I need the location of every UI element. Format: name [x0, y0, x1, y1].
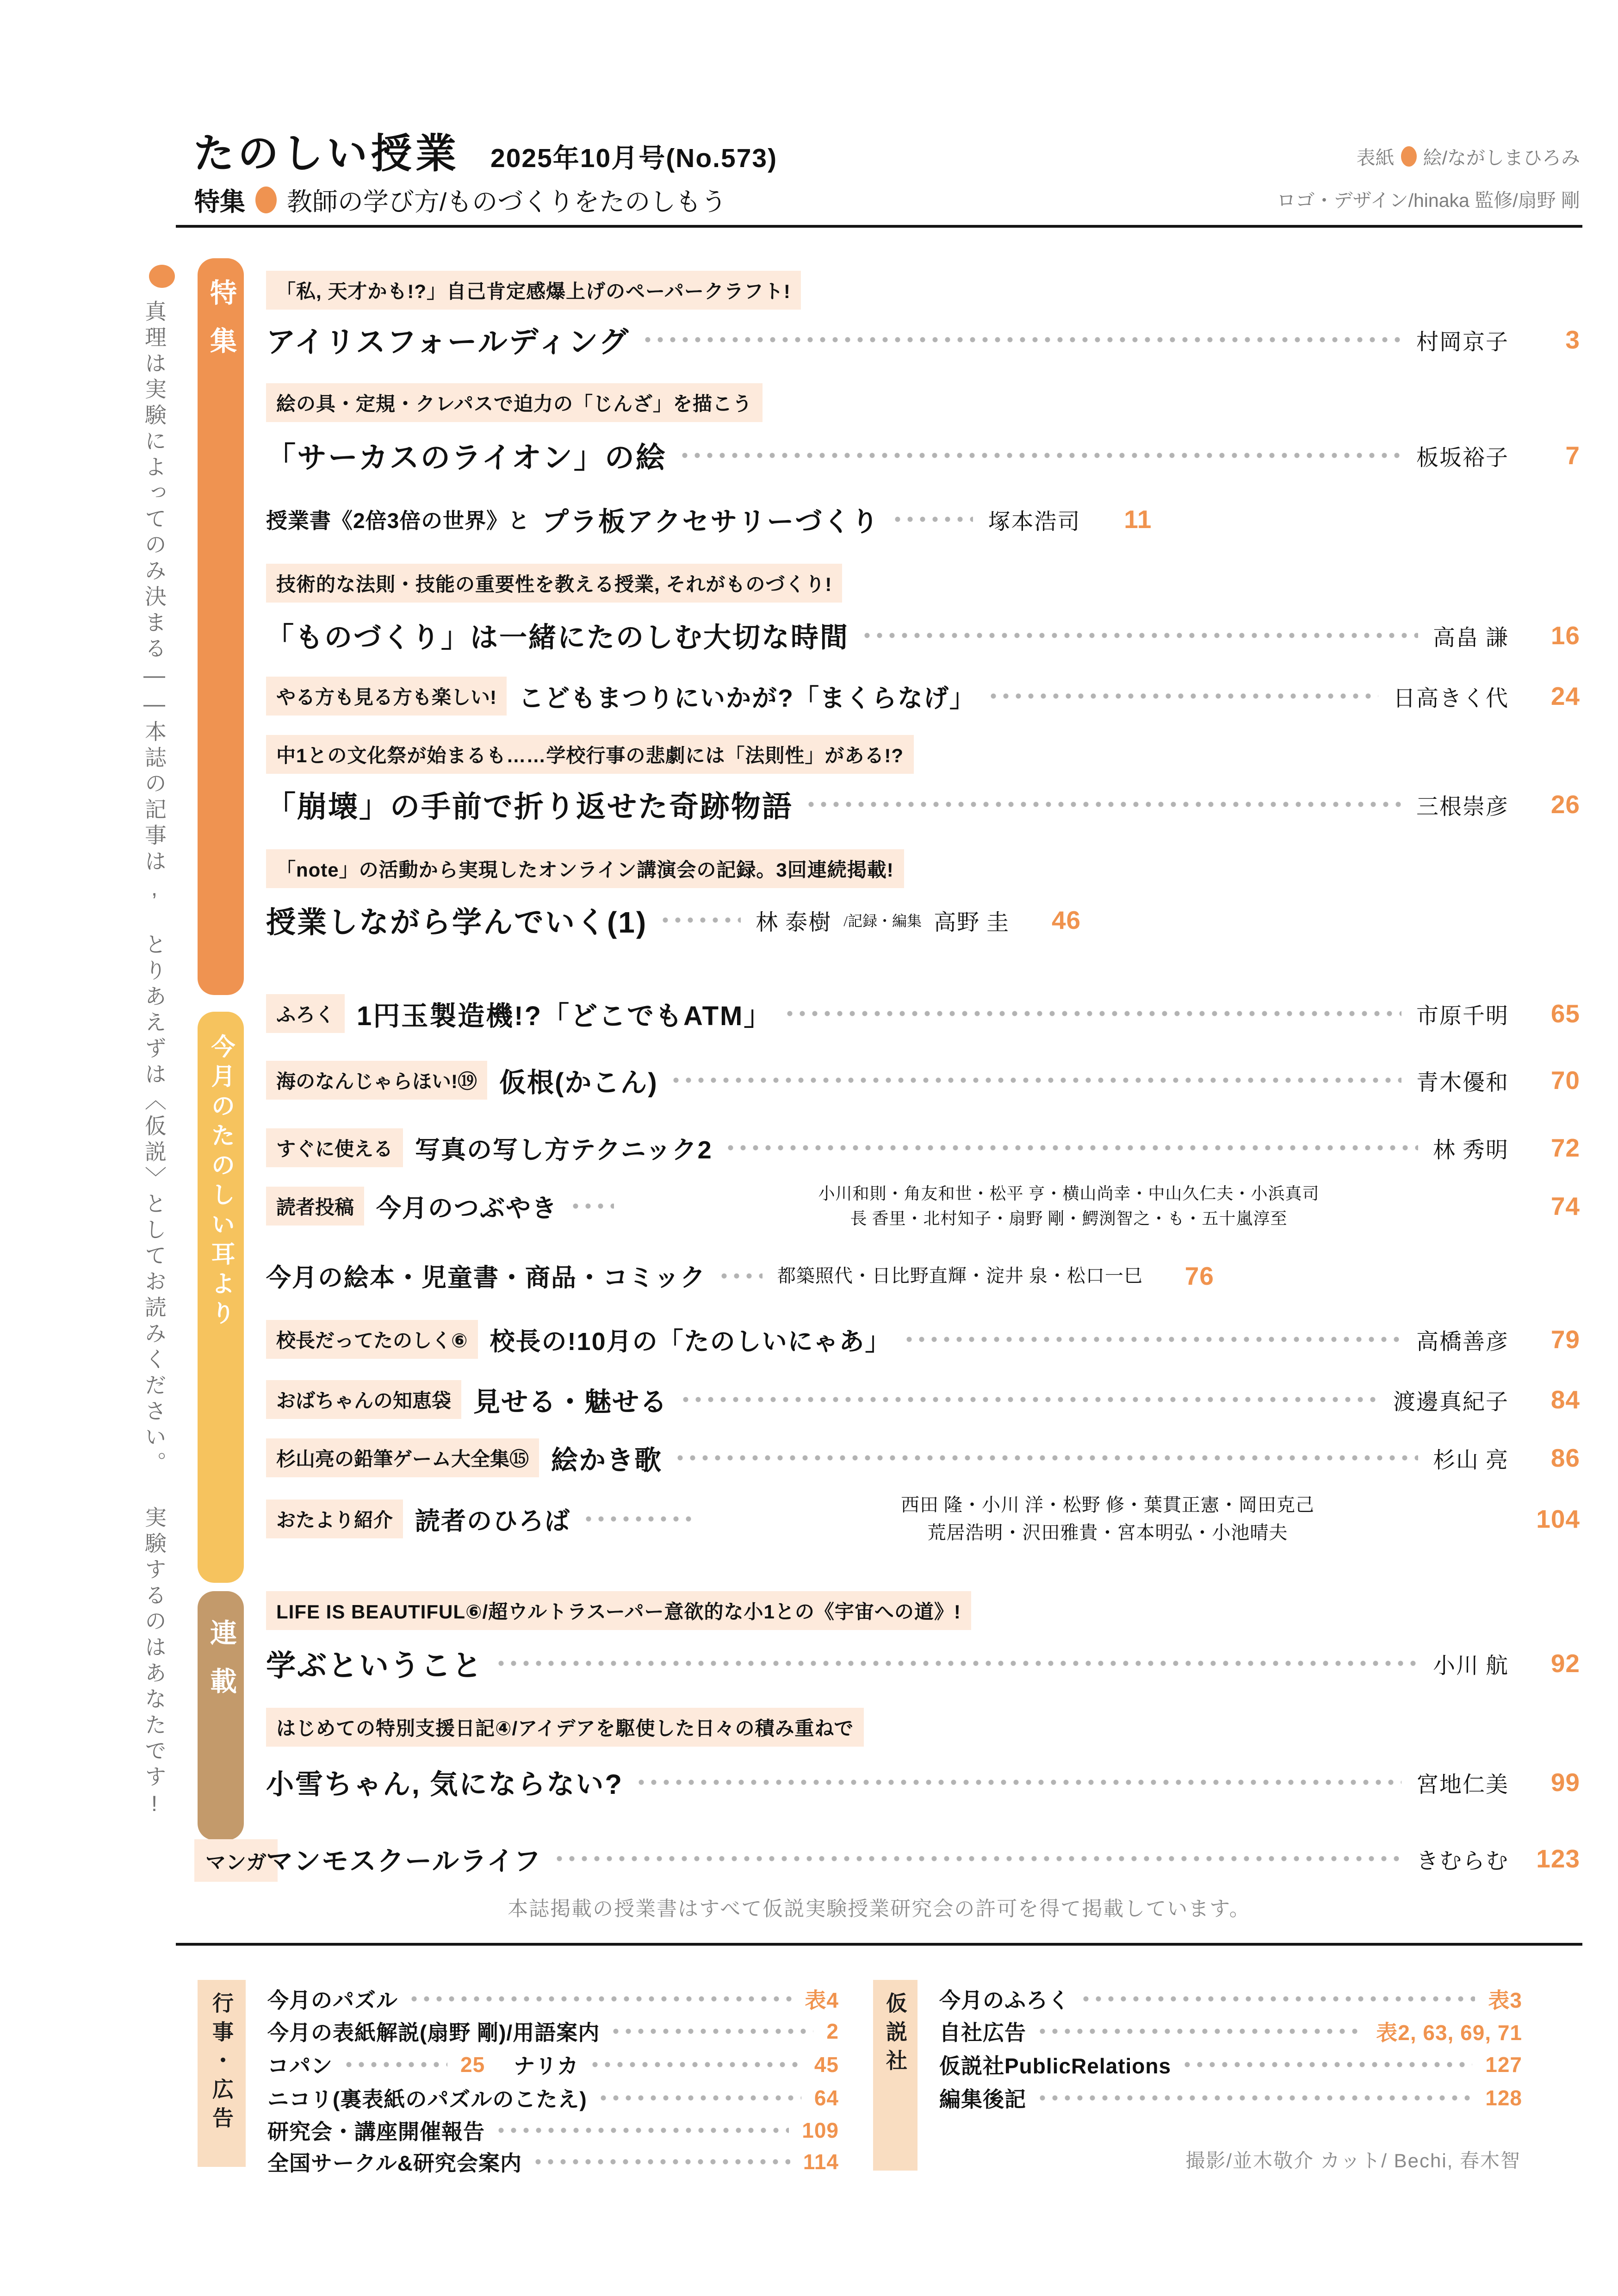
item-title: 今月のふろく [939, 1988, 1070, 2012]
issue-number: 2025年10月号(No.573) [490, 143, 778, 173]
bottom-entry [939, 2016, 1522, 2047]
dotted-leader [535, 2159, 790, 2165]
bottom-entry [939, 1984, 1522, 2014]
article-author: 林 泰樹 [756, 910, 832, 935]
dotted-leader [662, 917, 741, 923]
dotted-leader [721, 1273, 763, 1279]
article-author: 板坂裕子 [1416, 445, 1509, 470]
dotted-leader [894, 516, 973, 523]
page-number: 25 [460, 2053, 485, 2077]
article-title: 今月のつぶやき [376, 1194, 558, 1222]
dotted-leader [613, 2028, 813, 2035]
toc-entry [266, 1491, 1580, 1547]
page-number: 128 [1485, 2086, 1522, 2110]
article-title: 見せる・魅せる [473, 1387, 668, 1417]
article-title: 小雪ちゃん, 気にならない? [266, 1769, 623, 1800]
toc-entry [266, 1061, 1580, 1100]
article-title: こどもまつりにいかが?「まくらなげ」 [519, 684, 975, 712]
article-author: 宮地仁美 [1416, 1772, 1509, 1797]
page-number: 46 [1051, 906, 1081, 934]
toc-entry [266, 318, 1580, 361]
article-title: 絵かき歌 [551, 1445, 663, 1475]
toc-entry [266, 1320, 1580, 1359]
design-credit: ロゴ・デザイン/hinaka 監修/扇野 剛 [1277, 190, 1580, 211]
page-number: 104 [1536, 1505, 1580, 1533]
article-author: 都築照代・日比野直輝・淀井 泉・松口一巳 [777, 1265, 1143, 1286]
permission-notice: 本誌掲載の授業書はすべて仮説実験授業研究会の許可を得て掲載しています。 [508, 1898, 1251, 1920]
article-author: 高畠 謙 [1432, 625, 1509, 650]
bottom-entry [267, 2147, 839, 2177]
article-title: 「ものづくり」は一緒にたのしむ大切な時間 [266, 622, 849, 653]
article-kicker: 中1との文化祭が始まるも……学校行事の悲劇には「法則性」がある!? [266, 735, 914, 774]
toc-entry [266, 1181, 1580, 1231]
toc-entry [266, 1128, 1580, 1167]
article-author: 市原千明 [1416, 1003, 1509, 1028]
article-title: プラ板アクセサリーづくり [542, 507, 880, 537]
toc-entry [266, 899, 1580, 941]
article-kicker: 校長だってたのしく⑥ [266, 1320, 478, 1359]
dotted-leader [1083, 1996, 1475, 2002]
item-title: 全国サークル&研究会案内 [267, 2151, 522, 2175]
bottom-entry [939, 2083, 1522, 2113]
cover-credit [1357, 143, 1580, 170]
item-title: 仮説社PublicRelations [939, 2054, 1172, 2078]
bottom-label-events-ads: 行事・広告 [198, 1980, 246, 2167]
authors-line: 西田 隆・小川 洋・松野 修・葉貫正憲・岡田克己 [901, 1494, 1314, 1515]
article-kicker: ふろく [266, 994, 345, 1033]
article-kicker: 技術的な法則・技能の重要性を教える授業, それがものづくり! [266, 564, 842, 603]
bottom-entry [267, 1984, 839, 2014]
page-number: 表2, 63, 69, 71 [1376, 2021, 1522, 2045]
page-number: 123 [1536, 1844, 1580, 1873]
article-kicker: はじめての特別支援日記④/アイデアを駆使した日々の積み重ねで [266, 1708, 864, 1747]
manga-label: マンガ [194, 1839, 278, 1882]
article-kicker: LIFE IS BEAUTIFUL⑥/超ウルトラスーパー意欲的な小1との《宇宙への道》! [266, 1591, 971, 1630]
page-number: 7 [1565, 441, 1580, 470]
article-kicker: 「note」の活動から実現したオンライン講演会の記録。3回連続掲載! [266, 849, 904, 888]
dotted-leader [906, 1336, 1401, 1343]
page-number: 11 [1124, 505, 1152, 534]
dotted-leader [727, 1145, 1418, 1151]
article-kicker: おたより紹介 [266, 1500, 403, 1538]
article-author: 林 秀明 [1432, 1138, 1509, 1163]
article-title: マンモスクールライフ [266, 1846, 542, 1876]
toc-entry [266, 1380, 1580, 1419]
feature-label: 特集 [194, 187, 246, 216]
page-number: 64 [814, 2086, 839, 2110]
article-title: 読者のひろば [415, 1507, 571, 1535]
dotted-leader [990, 693, 1378, 699]
article-title: 1円玉製造機!?「どこでもATM」 [357, 1001, 772, 1031]
article-author: 杉山 亮 [1432, 1448, 1509, 1473]
page-number: 16 [1550, 621, 1580, 650]
item-title: 今月の表紙解説(扇野 剛)/用語案内 [267, 2021, 600, 2045]
bottom-entry [939, 2049, 1522, 2080]
toc-entry [266, 783, 1580, 826]
dotted-leader [498, 1660, 1418, 1667]
item-title: 今月のパズル [267, 1988, 398, 2012]
page-number: 70 [1550, 1066, 1580, 1095]
dotted-leader [1039, 2028, 1363, 2035]
article-author: 三根崇彦 [1416, 794, 1509, 819]
magazine-title: たのしい授業 [193, 131, 460, 176]
orange-dot-icon [255, 187, 277, 213]
page-number: 84 [1550, 1385, 1580, 1414]
article-title: アイリスフォールディング [266, 325, 630, 359]
page-number: 表4 [805, 1988, 839, 2012]
toc-entry [266, 994, 1580, 1033]
toc-entry [266, 1642, 1580, 1685]
dotted-leader [1184, 2061, 1472, 2068]
authors-line: 長 香里・北村知子・扇野 剛・鰐渕智之・も・五十嵐淳至 [850, 1209, 1288, 1228]
dotted-leader [600, 2095, 801, 2101]
dotted-leader [682, 452, 1401, 459]
page-number: 24 [1550, 682, 1580, 710]
page-number: 127 [1485, 2053, 1522, 2077]
article-title: 写真の写し方テクニック2 [415, 1136, 713, 1164]
bottom-label-kasetsusha: 仮説社 [873, 1980, 917, 2171]
page-number: 74 [1550, 1192, 1580, 1220]
toc-entry [266, 1438, 1580, 1477]
page-number: 109 [802, 2118, 839, 2142]
dotted-leader [572, 1203, 614, 1209]
dotted-leader [411, 1996, 792, 2002]
tab-feature: 特集 [198, 258, 244, 995]
page-number: 79 [1550, 1325, 1580, 1354]
article-kicker: 海のなんじゃらほい!⑲ [266, 1061, 487, 1100]
cover-credit-text: 絵/ながしまひろみ [1423, 147, 1580, 168]
article-title: 学ぶということ [266, 1649, 483, 1682]
dotted-leader [673, 1077, 1401, 1083]
bottom-entry [267, 2083, 839, 2113]
dotted-leader [677, 1455, 1418, 1461]
page-number: 65 [1550, 999, 1580, 1028]
dotted-leader [592, 2061, 801, 2068]
magazine-motto: 真理は実験によってのみ決まる——本誌の記事は, とりあえずは〈仮説〉としてお読みください。 実験するのはあなたです! [142, 300, 167, 1820]
toc-entry [266, 1762, 1580, 1802]
feature-title: 教師の学び方/ものづくりをたのしもう [287, 187, 727, 216]
toc-entry [266, 1839, 1580, 1878]
page-number: 86 [1550, 1444, 1580, 1472]
dotted-leader [787, 1010, 1401, 1017]
article-kicker: 「私, 天才かも!?」自己肯定感爆上げのペーパークラフト! [266, 271, 801, 310]
article-author-role: /記録・編集 [843, 913, 922, 929]
item-title: ニコリ(裏表紙のパズルのこたえ) [267, 2087, 587, 2111]
article-authors [707, 1491, 1509, 1547]
cover-credit-label: 表紙 [1356, 147, 1395, 168]
article-author: 村岡京子 [1416, 330, 1509, 355]
article-kicker: すぐに使える [266, 1128, 403, 1167]
page-number: 3 [1565, 325, 1580, 354]
dotted-leader [346, 2061, 447, 2068]
item-title: 編集後記 [939, 2087, 1026, 2111]
article-kicker: やる方も見る方も楽しい! [266, 677, 507, 716]
page-number: 26 [1550, 790, 1580, 819]
authors-line: 小川和則・角友和世・松平 亨・横山尚幸・中山久仁夫・小浜真司 [818, 1184, 1320, 1203]
article-author: 高橋善彦 [1416, 1329, 1509, 1354]
authors-line: 荒居浩明・沢田雅貴・宮本明弘・小池晴夫 [927, 1522, 1288, 1543]
dotted-leader [864, 632, 1418, 639]
toc-entry [266, 616, 1580, 655]
article-kicker: 読者投稿 [266, 1187, 364, 1226]
page-number: 114 [803, 2150, 839, 2174]
article-kicker: 絵の具・定規・クレパスで迫力の「じんざ」を描こう [266, 383, 763, 422]
item-title: 研究会・講座開催報告 [267, 2120, 485, 2144]
dotted-leader [638, 1779, 1401, 1786]
page-number: 表3 [1488, 1988, 1522, 2012]
feature-subtitle [194, 181, 726, 218]
article-author: 日高きく代 [1393, 686, 1509, 711]
photo-cut-credit: 撮影/並木敬介 カット/ Bechi, 春木智 [1185, 2150, 1521, 2172]
article-author: 小川 航 [1432, 1653, 1509, 1678]
dotted-leader [808, 801, 1401, 808]
article-author: 渡邊真紀子 [1393, 1389, 1509, 1414]
tab-monthly-tidbits: 今月のたのしい耳より [198, 1012, 244, 1583]
dotted-leader [645, 336, 1401, 343]
article-title: 今月の絵本・児童書・商品・コミック [266, 1264, 706, 1292]
toc-entry [266, 434, 1580, 477]
toc-entry [266, 677, 1580, 716]
bottom-entry [267, 2049, 839, 2080]
article-authors [629, 1181, 1509, 1231]
orange-dot-icon [149, 265, 175, 288]
tab-serial: 連載 [198, 1591, 244, 1840]
page-number: 2 [826, 2019, 839, 2043]
item-title: コパン [267, 2054, 333, 2078]
article-title: 授業しながら学んでいく(1) [266, 906, 648, 939]
toc-entry [266, 1258, 1580, 1294]
item-title: 自社広告 [939, 2021, 1026, 2045]
toc-entry [266, 500, 1580, 539]
article-author: 塚本浩司 [988, 509, 1081, 534]
article-kicker: 杉山亮の鉛筆ゲーム大全集⑮ [266, 1438, 539, 1477]
article-author: 高野 圭 [934, 910, 1010, 935]
item-title: ナリカ [514, 2054, 579, 2078]
article-author: きむらむ [1416, 1848, 1509, 1873]
dotted-leader [585, 1516, 692, 1522]
article-title: 「崩壊」の手前で折り返せた奇跡物語 [266, 790, 793, 823]
header-divider [176, 225, 1582, 228]
article-title: 仮根(かこん) [499, 1068, 658, 1098]
article-title: 「サーカスのライオン」の絵 [266, 441, 667, 474]
page-number: 72 [1550, 1133, 1580, 1162]
page-number: 76 [1184, 1261, 1214, 1290]
article-title-prefix: 授業書《2倍3倍の世界》と [266, 509, 530, 533]
page-number: 92 [1550, 1649, 1580, 1678]
footer-divider [176, 1943, 1582, 1946]
orange-dot-icon [1401, 146, 1417, 167]
dotted-leader [682, 1396, 1378, 1403]
bottom-entry [267, 2016, 839, 2047]
page-number: 99 [1550, 1768, 1580, 1797]
article-kicker: おばちゃんの知恵袋 [266, 1380, 461, 1419]
dotted-leader [498, 2127, 789, 2134]
dotted-leader [556, 1855, 1401, 1862]
bottom-entry [267, 2115, 839, 2146]
article-author: 青木優和 [1416, 1070, 1509, 1095]
page-number: 45 [814, 2053, 839, 2077]
article-title: 校長の!10月の「たのしいにゃあ」 [490, 1327, 891, 1356]
dotted-leader [1039, 2095, 1472, 2101]
